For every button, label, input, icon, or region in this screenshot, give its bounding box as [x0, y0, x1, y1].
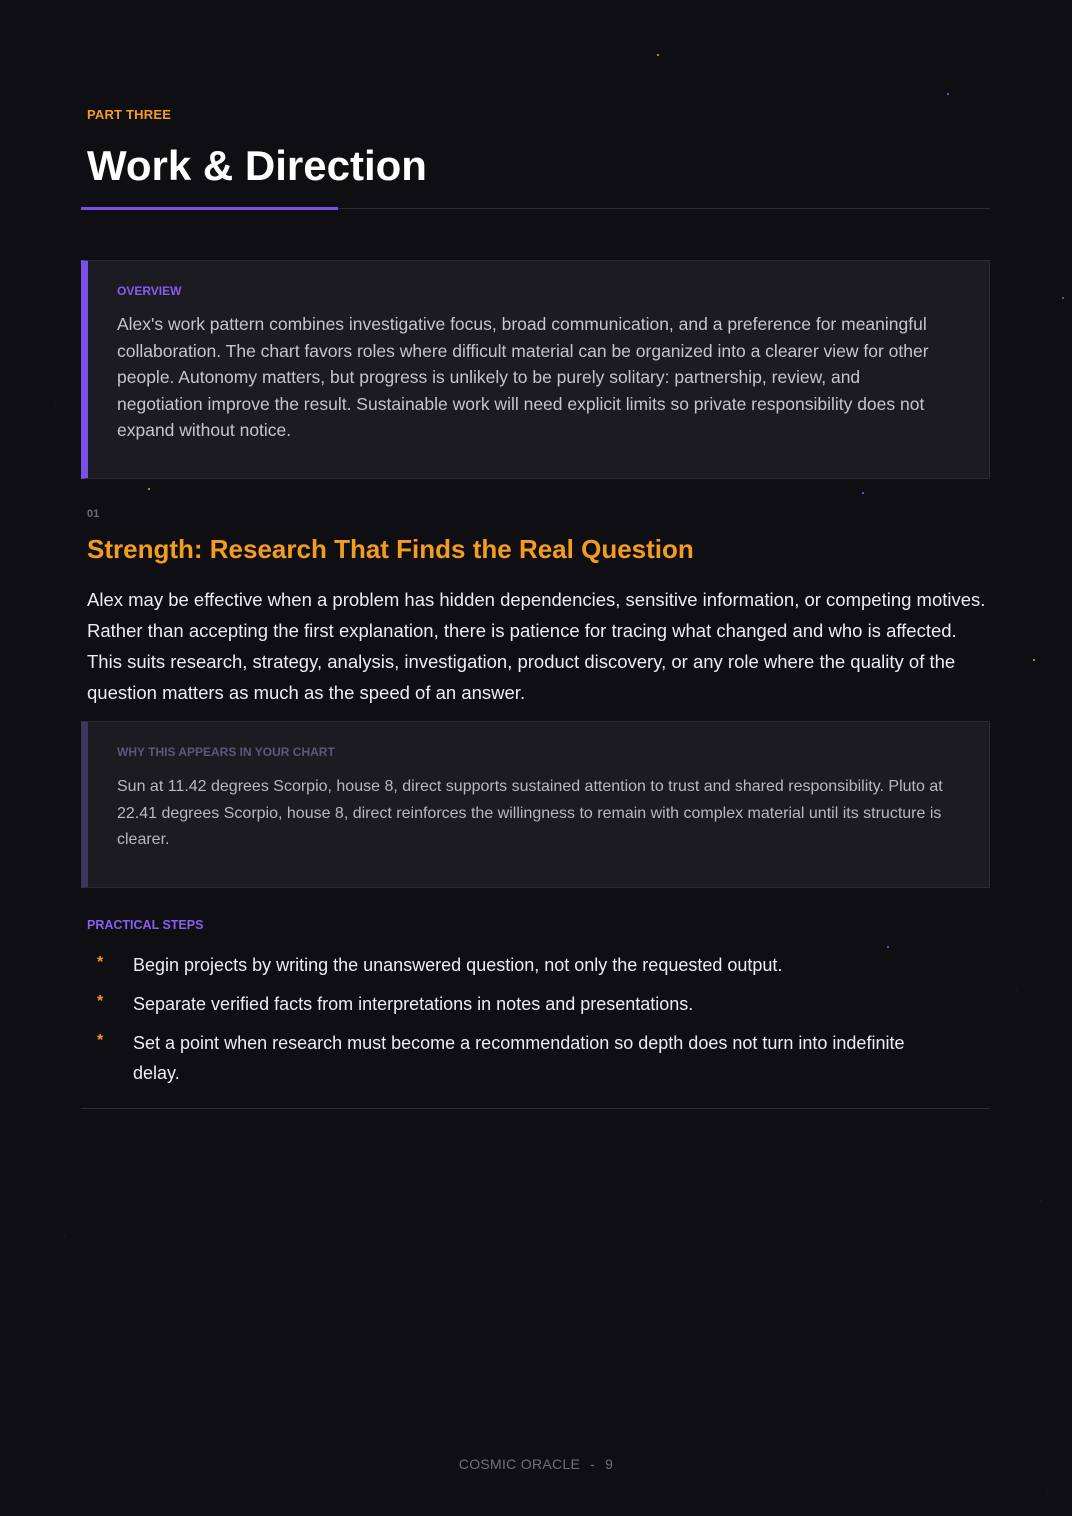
asterisk-icon: *: [97, 993, 104, 1010]
why-label: WHY THIS APPEARS IN YOUR CHART: [117, 745, 335, 759]
asterisk-icon: *: [97, 1032, 104, 1049]
title-divider-accent: [81, 207, 338, 210]
asterisk-icon: *: [97, 954, 104, 971]
list-item: [81, 1028, 933, 1088]
overview-text: Alex's work pattern combines investigative focus, broad communication, and a preference for meaningful collaboration. The chart favors roles where difficult material can be organized into a clearer view for other people. Autonomy matters, but progress is unlikely to be purely solitary: partnership, review, and negotiation improve the result. Sustainable work will need explicit limits so private responsibility does not expand without notice.: [117, 314, 929, 440]
section-number: 01: [87, 508, 100, 520]
section-body: Alex may be effective when a problem has hidden dependencies, sensitive information, or competing motives. Rather than accepting the first explanation, there is patience for tracing what changed and who is affected. This suits research, strategy, analysis, investigation, product discovery, or any role where the quality of the question matters as much as the speed of an answer.: [87, 589, 986, 703]
step-text: Begin projects by writing the unanswered question, not only the requested output.: [133, 955, 783, 975]
page-footer: [0, 1456, 1072, 1472]
why-card: [81, 721, 990, 888]
list-item: [81, 950, 933, 980]
footer-brand: COSMIC ORACLE: [458, 1456, 581, 1472]
page-title: Work & Direction: [87, 142, 427, 189]
page-number: 9: [605, 1456, 614, 1472]
step-text: Separate verified facts from interpretations in notes and presentations.: [133, 994, 694, 1014]
overview-label: OVERVIEW: [117, 284, 182, 298]
footer-separator: -: [590, 1456, 596, 1472]
why-text: Sun at 11.42 degrees Scorpio, house 8, direct supports sustained attention to trust and shared responsibility. Pluto at 22.41 degrees Scorpio, house 8, direct reinforces the willingness to remain with complex material until its structure is clearer.: [117, 778, 943, 848]
section-divider: [81, 1108, 990, 1109]
list-item: [81, 989, 933, 1019]
part-label: PART THREE: [87, 107, 172, 122]
overview-card: [81, 260, 990, 479]
practical-steps-list: [81, 950, 990, 1097]
step-text: Set a point when research must become a recommendation so depth does not turn into indefinite delay.: [133, 1033, 905, 1083]
practical-steps-label: PRACTICAL STEPS: [87, 918, 204, 932]
section-title: Strength: Research That Finds the Real Question: [87, 534, 694, 564]
